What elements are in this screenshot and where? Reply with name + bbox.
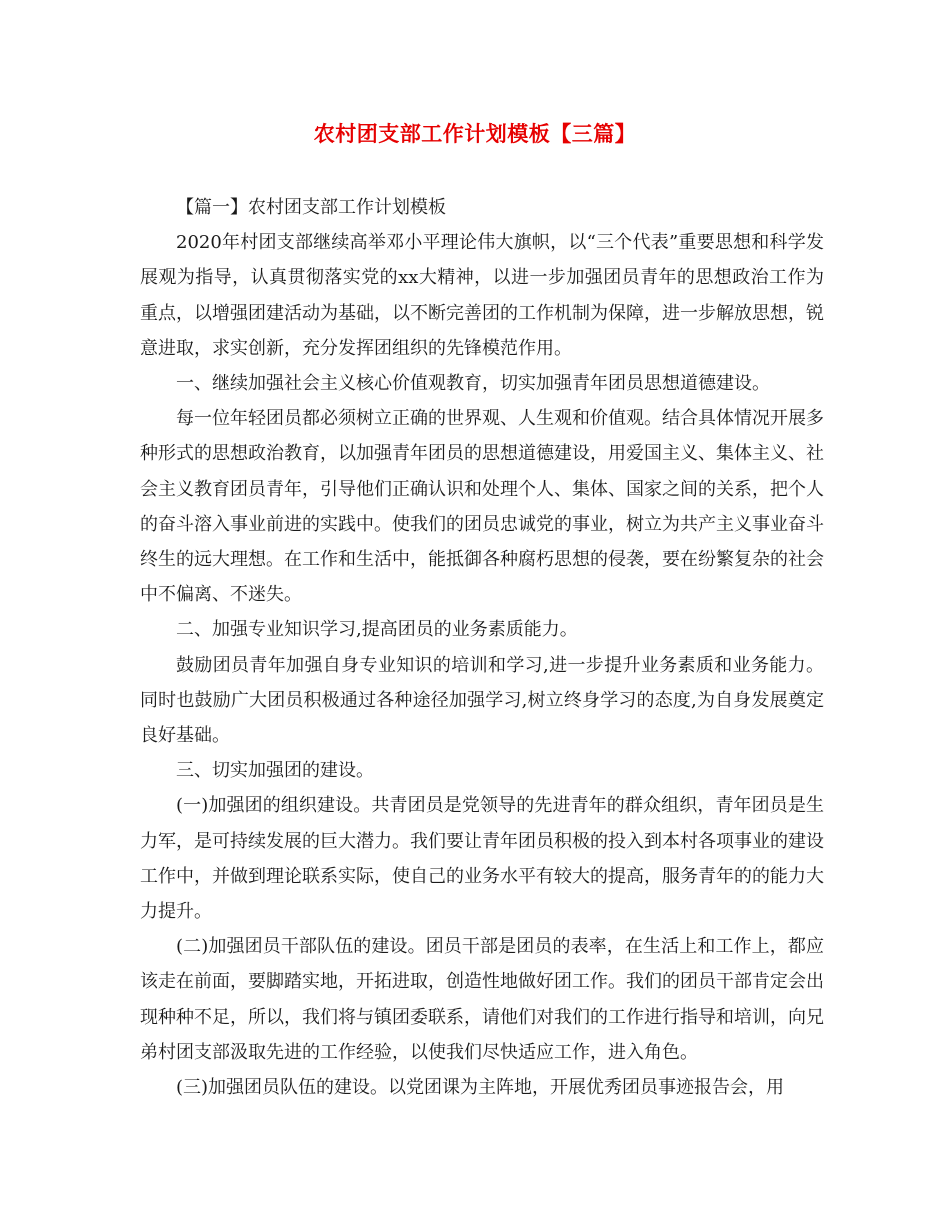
body-paragraph: (二)加强团员干部队伍的建设。团员干部是团员的表率，在生活上和工作上，都应该走在前面，要脚踏实地，开拓进取，创造性地做好团工作。我们的团员干部肯定会出现种种不足，所以，我们将与镇团委联系，请他们对我们的工作进行指导和培训，向兄弟村团支部汲取先进的工作经验，以使我们尽快适应工作，进入角色。 bbox=[140, 936, 824, 1063]
document-title: 农村团支部工作计划模板【三篇】 bbox=[313, 121, 637, 146]
body-paragraph: (三)加强团员队伍的建设。以党团课为主阵地，开展优秀团员事迹报告会，用 bbox=[176, 1077, 785, 1099]
body-paragraph: 一、继续加强社会主义核心价值观教育，切实加强青年团员思想道德建设。 bbox=[176, 373, 770, 395]
body-paragraph: 二、加强专业知识学习,提高团员的业务素质能力。 bbox=[176, 619, 578, 641]
body-paragraph: 三、切实加强团的建设。 bbox=[176, 760, 374, 782]
body-paragraph: (一)加强团的组织建设。共青团员是党领导的先进青年的群众组织，青年团员是生力军，是可持续发展的巨大潜力。我们要让青年团员积极的投入到本村各项事业的建设工作中，并做到理论联系实际，使自己的业务水平有较大的提高，服务青年的的能力大力提升。 bbox=[140, 795, 824, 923]
body-paragraph: 鼓励团员青年加强自身专业知识的培训和学习,进一步提升业务素质和业务能力。同时也鼓励广大团员积极通过各种途径加强学习,树立终身学习的态度,为自身发展奠定良好基础。 bbox=[140, 654, 824, 747]
body-paragraph: 2020年村团支部继续高举邓小平理论伟大旗帜，以“三个代表”重要思想和科学发展观为指导，认真贯彻落实党的xx大精神，以进一步加强团员青年的思想政治工作为重点，以增强团建活动为基础，以不断完善团的工作机制为保障，进一步解放思想，锐意进取，求实创新，充分发挥团组织的先锋模范作用。 bbox=[140, 232, 824, 359]
body-paragraph: 每一位年轻团员都必须树立正确的世界观、人生观和价值观。结合具体情况开展多种形式的思想政治教育，以加强青年团员的思想道德建设，用爱国主义、集体主义、社会主义教育团员青年，引导他们正确认识和处理个人、集体、国家之间的关系，把个人的奋斗溶入事业前进的实践中。使我们的团员忠诚党的事业，树立为共产主义事业奋斗终生的远大理想。在工作和生活中，能抵御各种腐朽思想的侵袭，要在纷繁复杂的社会中不偏离、不迷失。 bbox=[140, 408, 824, 606]
document-body bbox=[140, 190, 824, 1105]
section-heading: 【篇一】农村团支部工作计划模板 bbox=[176, 197, 446, 218]
